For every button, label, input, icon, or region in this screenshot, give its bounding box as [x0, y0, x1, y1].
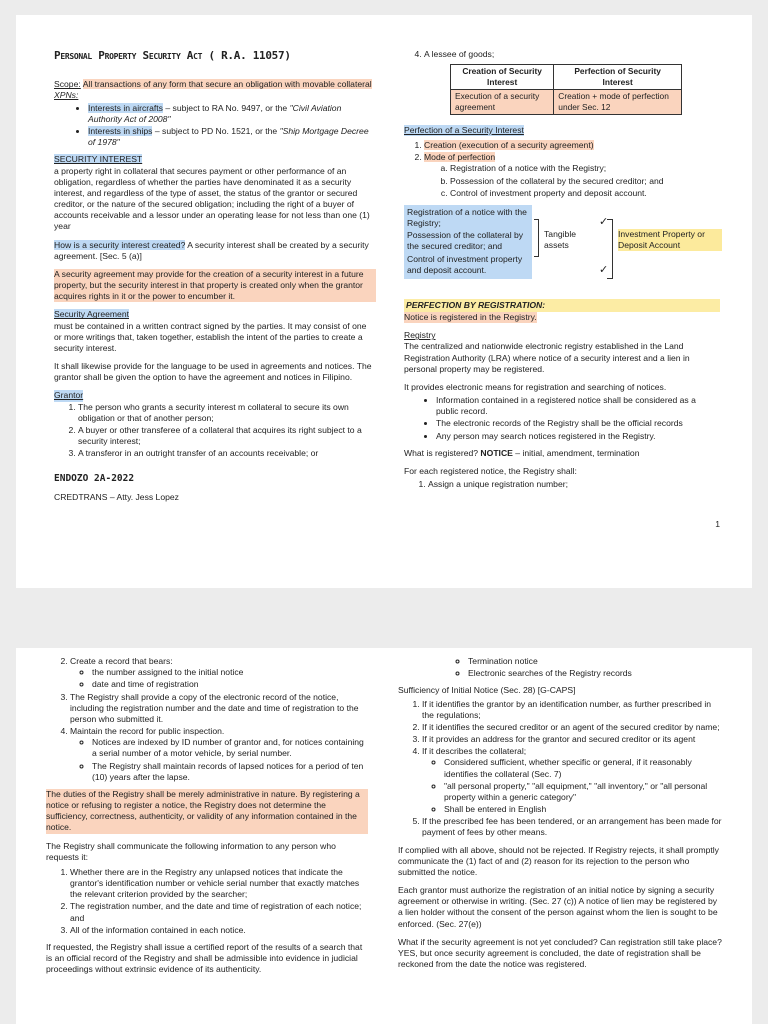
duty-item: 2. Create a record that bears: ◦ the number assigned to the initial notice ◦ date and time of registration [70, 656, 368, 691]
check-icon: ✓ [599, 215, 609, 228]
collateral-bullet: ◦ Shall be entered in English [444, 804, 722, 815]
how-created-paragraph [54, 240, 376, 262]
provides-list [404, 395, 720, 442]
course-name: CREDTRANS – Atty. Jess Lopez [54, 491, 179, 502]
grantor-item: 1. The person who grants a security interest m collateral to secure its own obligation or that of another person; [78, 402, 376, 424]
diagram-bracket-all [607, 219, 613, 279]
diagram-tangible-label: Tangible assets [544, 228, 577, 251]
grantor-item: 2. A buyer or other transferee of a collateral that acquires its right subject to a security interest; [78, 425, 376, 447]
record-bullet: ◦ date and time of registration [92, 679, 368, 690]
scope-text: All transactions of any form that secure an obligation with movable collateral [82, 79, 372, 90]
communicate-list [46, 867, 368, 936]
record-bullets [70, 667, 368, 690]
communicate-item: 1. Whether there are in the Registry any unlapsed notices that indicate the grantor's identification number or vehicle serial number that exactly matches the relevant criterion provided by the searcher; [70, 867, 368, 901]
diagram-mode-control: Control of investment property and deposit account. [407, 253, 523, 275]
collateral-bullets [422, 757, 722, 815]
page1-left-column [54, 49, 376, 503]
author-name: ENDOZO 2A-2022 [54, 473, 135, 485]
perfection-item: 1. Creation (execution of a security agreement) [424, 140, 720, 151]
registry-definition: The centralized and nationwide electronic registry established in the Land Registration Authority (LRA) where notice of a security interest and a lien in personal property may be registered. [404, 341, 690, 374]
sufficiency-item: 4. If it describes the collateral; ◦ Considered sufficient, whether specific or general, if it reasonably identifies the collateral (Sec. 7) ◦ "all personal property," "all equipment," "all inventory," or "all personal property within a generic category" ◦ Shall be entered in English [422, 746, 722, 815]
provides-item: • Any person may search notices registered in the Registry. [436, 431, 720, 442]
scope-label: Scope: [54, 79, 81, 90]
record-bullet: ◦ the number assigned to the initial notice [92, 667, 368, 678]
notice-type-item: ◦ Termination notice [468, 656, 722, 667]
page1-right-column [404, 49, 720, 496]
security-agreement-heading: Security Agreement [54, 309, 129, 320]
how-created-answer: A security interest shall be created by a security agreement. [Sec. 5 (a)] [54, 239, 369, 261]
each-notice-paragraph: For each registered notice, the Registry shall: [404, 465, 577, 476]
each-notice-item: 1. Assign a unique registration number; [428, 479, 720, 490]
mode-item: a. Registration of a notice with the Registry; [450, 163, 720, 174]
diagram-bracket-tangible [534, 219, 539, 257]
check-icon: ✓ [599, 263, 609, 276]
sufficiency-heading: Sufficiency of Initial Notice (Sec. 28) [G-CAPS] [398, 685, 576, 696]
grantor-item: 3. A transferor in an outright transfer of an accounts receivable; or [78, 448, 376, 459]
maintain-bullet: ◦ The Registry shall maintain records of lapsed notices for a period of ten (10) years after the lapse. [92, 761, 368, 783]
how-created-question: How is a security interest created? [54, 239, 186, 250]
security-interest-definition: a property right in collateral that secures payment or other performance of an obligation, regardless of whether the parties have denominated it as a security interest, and regardless of the type of asset, the status of the grantor or secured creditor, or the nature of the secured obligation; including the right of a buyer of accounts receivable and a lessor under an operating lease for not less than one (1) year [54, 165, 370, 232]
diagram-modes-box [404, 205, 532, 279]
what-registered-paragraph: What is registered? NOTICE – initial, amendment, termination [404, 447, 640, 458]
page-number: 1 [715, 519, 720, 529]
xpns-label: XPNs: [54, 90, 79, 101]
perfection-list [404, 140, 720, 199]
grantor-item: 4. A lessee of goods; [424, 49, 720, 60]
security-agreement-text: must be contained in a written contract signed by the parties. It may consist of one or more writings that, taken together, establish the intent of the parties to create a security interest. [54, 320, 367, 353]
registry-heading: Registry [404, 330, 436, 341]
duties-administrative-paragraph: The duties of the Registry shall be merely administrative in nature. By registering a notice or refusing to register a notice, the Registry does not determine the sufficiency, correctness, authenticity, or validity of any information contained in the notice. [46, 789, 368, 834]
notice-type-item: ◦ Electronic searches of the Registry records [468, 668, 722, 679]
collateral-bullet: ◦ Considered sufficient, whether specific or general, if it reasonably identifies the collateral (Sec. 7) [444, 757, 722, 779]
registry-section [404, 330, 720, 375]
sufficiency-item: 1. If it identifies the grantor by an identification number, as further prescribed in the regulations; [422, 699, 722, 721]
sufficiency-item: 3. If it provides an address for the grantor and secured creditor or its agent [422, 734, 722, 745]
each-grantor-paragraph: Each grantor must authorize the registration of an initial notice by signing a security agreement or otherwise in writing. (Sec. 27 (c)) A notice of lien may be registered by a lien holder without the consent of the person against whom the lien is sought to be enforced. (Sec. 27(e)) [398, 885, 718, 929]
maintain-bullet: ◦ Notices are indexed by ID number of grantor and, for notices containing a serial number of a motor vehicle, by serial number. [92, 737, 368, 759]
perfection-heading: Perfection of a Security Interest [404, 124, 524, 135]
provides-paragraph: It provides electronic means for registration and searching of notices. [404, 381, 667, 392]
duty-item: 3. The Registry shall provide a copy of the electronic record of the notice, including the registration number and the date and time of registration to the person who submitted it. [70, 692, 368, 726]
diagram-mode-registration: Registration of a notice with the Registry; [407, 206, 527, 229]
language-paragraph: It shall likewise provide for the language to be used in agreements and notices. The grantor shall be given the option to have the agreement and notices in Filipino. [54, 361, 372, 383]
perfection-by-registration-heading: PERFECTION BY REGISTRATION: [404, 299, 720, 312]
maintain-bullets [70, 737, 368, 783]
diagram-mode-possession: Possession of the collateral by the secured creditor; and [407, 230, 524, 252]
grantor-list [54, 402, 376, 460]
document-page-1 [16, 15, 752, 588]
xpn-item-ships: • Interests in ships – subject to PD No. 1521, or the "Ship Mortgage Decree of 1978" [88, 126, 376, 148]
notice-registered-text: Notice is registered in the Registry. [404, 312, 537, 323]
grantor-list-continued [404, 49, 720, 60]
mode-of-perfection-list [424, 163, 720, 199]
table-header-perfection: Perfection of Security Interest [554, 65, 682, 90]
perfection-diagram [404, 205, 720, 289]
future-property-paragraph: A security agreement may provide for the creation of a security interest in a future property, but the security interest in that property is created only when the grantor acquires rights in it or the power to encumber it. [54, 269, 376, 303]
what-if-paragraph: What if the security agreement is not yet concluded? Can registration still take place? YES, but once security agreement is concluded, the date of registration shall be reckoned from the date the notice was registered. [398, 936, 722, 970]
communicate-item: 3. All of the information contained in each notice. [70, 925, 368, 936]
table-cell-perfection: Creation + mode of perfection under Sec. 12 [554, 90, 682, 115]
security-agreement-section [54, 309, 376, 354]
complied-paragraph: If complied with all above, should not be rejected. If Registry rejects, it shall promptly communicate the (1) fact of and (2) reason for its rejection to the person who submitted the notice. [398, 844, 719, 877]
page2-right-column [398, 656, 722, 977]
sufficiency-list [398, 699, 722, 839]
communicate-paragraph: The Registry shall communicate the following information to any person who requests it: [46, 840, 336, 862]
xpn-item-aircraft: • Interests in aircrafts – subject to RA No. 9497, or the "Civil Aviation Authority Act of 2008" [88, 103, 376, 125]
table-cell-creation: Execution of a security agreement [451, 90, 554, 115]
document-page-2 [16, 648, 752, 1024]
duty-item: 4. Maintain the record for public inspection. ◦ Notices are indexed by ID number of grantor and, for notices containing a serial number of a motor vehicle, by serial number. ◦ The Registry shall maintain records of lapsed notices for a period of ten (10) years after the lapse. [70, 726, 368, 783]
notice-types-list [398, 656, 722, 679]
diagram-investment-label: Investment Property or Deposit Account [618, 229, 722, 251]
security-interest-section [54, 154, 376, 232]
sufficiency-item: 5. If the prescribed fee has been tendered, or an arrangement has been made for payment of fees by other means. [422, 816, 722, 838]
registry-duties-list [46, 656, 368, 783]
mode-item: c. Control of investment property and deposit account. [450, 188, 720, 199]
each-notice-list [404, 479, 720, 490]
scope-paragraph [54, 79, 376, 101]
security-interest-heading: SECURITY INTEREST [54, 154, 143, 165]
document-title: Personal Property Security Act ( R.A. 11057) [54, 49, 291, 62]
perfection-item: 2. Mode of perfection a. Registration of a notice with the Registry; b. Possession of the collateral by the secured creditor; and c. Control of investment property and deposit account. [424, 152, 720, 199]
sufficiency-item: 2. If it identifies the secured creditor or an agent of the secured creditor by name; [422, 722, 722, 733]
grantor-heading: Grantor [54, 390, 84, 401]
creation-perfection-table [450, 64, 682, 115]
table-header-creation: Creation of Security Interest [451, 65, 554, 90]
provides-item: • Information contained in a registered notice shall be considered as a public record. [436, 395, 720, 417]
communicate-item: 2. The registration number, and the date and time of registration of each notice; and [70, 901, 368, 923]
page2-left-column [46, 656, 368, 982]
mode-item: b. Possession of the collateral by the secured creditor; and [450, 176, 720, 187]
provides-item: • The electronic records of the Registry shall be the official records [436, 418, 720, 429]
collateral-bullet: ◦ "all personal property," "all equipment," "all inventory," or "all personal property within a generic category" [444, 781, 722, 803]
xpns-list [54, 103, 376, 149]
if-requested-paragraph: If requested, the Registry shall issue a certified report of the results of a search that is an official record of the Registry and shall be admissible into evidence in judicial proceedings without extrinsic evidence of its authenticity. [46, 941, 363, 975]
